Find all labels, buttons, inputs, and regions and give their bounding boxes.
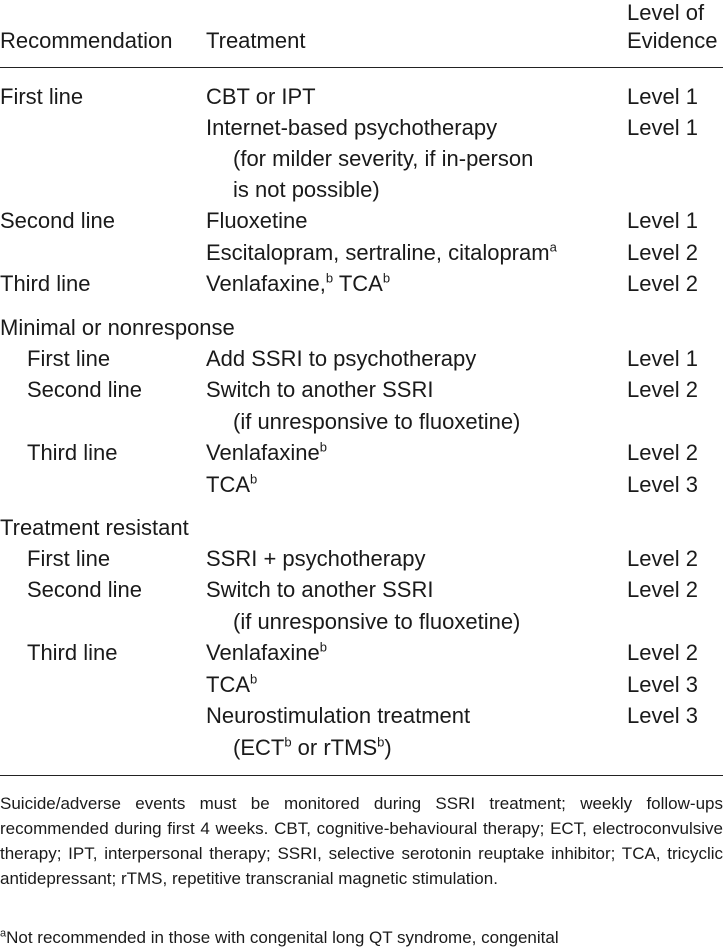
- row-treatment-cont: (if unresponsive to fluoxetine): [233, 609, 521, 634]
- row-treatment: SSRI + psychotherapy: [206, 546, 426, 571]
- footnote-mark: a: [0, 927, 7, 940]
- row-treatment: Venlafaxine,$^b$ TCA$^b$: [206, 270, 391, 296]
- row-rec: Third line: [27, 640, 118, 665]
- row-level: Level 2: [627, 440, 698, 465]
- header-rule: [0, 67, 723, 68]
- row-level: Level 1: [627, 208, 698, 233]
- row-rec: First line: [27, 346, 111, 371]
- row-level: Level 2: [627, 377, 698, 402]
- row-treatment: TCA$^b$: [206, 471, 258, 497]
- row-treatment: Fluoxetine: [206, 208, 308, 233]
- footnote-mark: b: [382, 270, 391, 286]
- row-level: Level 3: [627, 472, 698, 497]
- footnote-mark: b: [377, 734, 385, 750]
- footnote-mark: a: [549, 239, 557, 255]
- row-level: Level 1: [627, 84, 698, 109]
- section-title: Minimal or nonresponse: [0, 315, 235, 340]
- row-level: Level 2: [627, 577, 698, 602]
- row-rec: First line: [0, 84, 84, 109]
- row-rec: Third line: [0, 271, 91, 296]
- row-level: Level 3: [627, 703, 698, 728]
- row-treatment-cont: (ECT$^b$ or rTMS$^b$): [233, 734, 392, 760]
- row-rec: Third line: [27, 440, 118, 465]
- row-rec: Second line: [27, 577, 142, 602]
- row-rec: Second line: [0, 208, 115, 233]
- row-treatment: Switch to another SSRI: [206, 577, 434, 602]
- section-title: Treatment resistant: [0, 515, 189, 540]
- row-treatment: CBT or IPT: [206, 84, 316, 109]
- footnote-a: $^a$Not recommended in those with congenital long QT syndrome, congenital: [0, 927, 559, 947]
- row-treatment-cont: is not possible): [233, 177, 380, 202]
- row-level: Level 2: [627, 271, 698, 296]
- row-level: Level 2: [627, 240, 698, 265]
- header-recommendation: Recommendation: [0, 28, 173, 53]
- row-level: Level 2: [627, 546, 698, 571]
- row-treatment-cont: (if unresponsive to fluoxetine): [233, 409, 521, 434]
- footnote-mark: b: [319, 639, 327, 655]
- row-treatment: Venlafaxine$^b$: [206, 639, 327, 665]
- row-level: Level 1: [627, 115, 698, 140]
- footnote-mark: b: [284, 734, 292, 750]
- header-evidence-line1: Level of: [627, 0, 705, 25]
- header-treatment: Treatment: [206, 28, 306, 53]
- footnote-mark: b: [319, 439, 327, 455]
- row-treatment: Escitalopram, sertraline, citalopram$^a$: [206, 239, 557, 265]
- row-level: Level 1: [627, 346, 698, 371]
- row-treatment: Internet-based psychotherapy: [206, 115, 498, 140]
- row-level: Level 2: [627, 640, 698, 665]
- row-treatment: Add SSRI to psychotherapy: [206, 346, 477, 371]
- row-rec: First line: [27, 546, 111, 571]
- footnote-mark: b: [325, 270, 334, 286]
- table-bottom-rule: [0, 775, 723, 776]
- row-rec: Second line: [27, 377, 142, 402]
- row-treatment: Neurostimulation treatment: [206, 703, 471, 728]
- row-treatment: Switch to another SSRI: [206, 377, 434, 402]
- row-treatment-cont: (for milder severity, if in-person: [233, 146, 534, 171]
- row-level: Level 3: [627, 672, 698, 697]
- row-treatment: TCA$^b$: [206, 671, 258, 697]
- footnote-mark: b: [250, 471, 258, 487]
- header-evidence-line2: Evidence: [627, 28, 718, 53]
- table-note: Suicide/adverse events must be monitored during SSRI treatment; weekly follow-ups recommended during first 4 weeks. CBT, cognitive-behavioural therapy; ECT, electroconvulsive therapy; IPT, interpersonal therapy; SSRI, selective serotonin reuptake inhibitor; TCA, tricyclic antidepressant; rTMS, repetitive transcranial magnetic stimulation.: [0, 794, 723, 888]
- row-treatment: Venlafaxine$^b$: [206, 439, 327, 465]
- footnote-mark: b: [250, 671, 258, 687]
